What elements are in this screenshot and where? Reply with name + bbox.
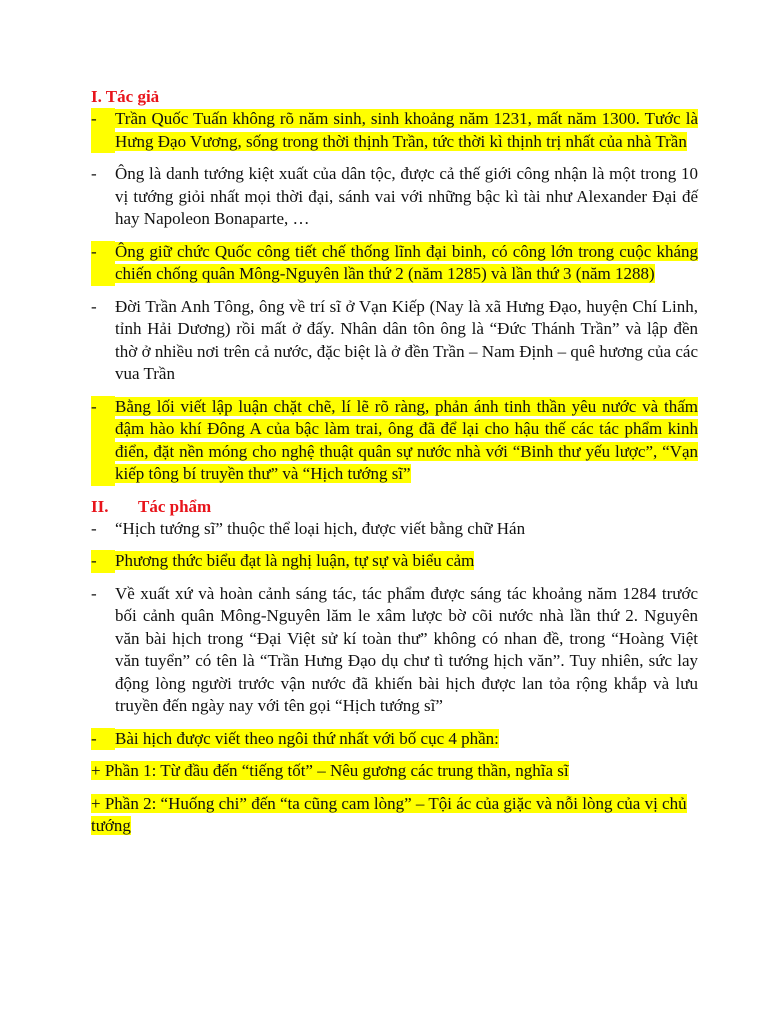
list-bullet: - bbox=[91, 396, 115, 486]
list-item bbox=[91, 518, 698, 541]
list-item bbox=[91, 550, 698, 573]
document-body bbox=[91, 86, 698, 848]
list-item bbox=[91, 163, 698, 231]
structure-part bbox=[91, 760, 698, 783]
list-bullet: - bbox=[91, 518, 97, 538]
list-bullet: - bbox=[91, 241, 115, 286]
list-item bbox=[91, 583, 698, 718]
list-item-text: Về xuất xứ và hoàn cảnh sáng tác, tác phẩm được sáng tác khoảng năm 1284 trước bối cảnh quân Mông-Nguyên lăm le xâm lược bờ cõi nước nhà lần thứ 2. Nguyên văn bài hịch trong “Đại Việt sử kí toàn thư” không có nhan đề, trong “Hoàng Việt văn tuyển” có tên là “Trần Hưng Đạo dụ chư tì tướng hịch văn”. Tuy nhiên, sức lay động lòng người trước vận nước đã khiến bài hịch được lan tỏa rộng khắp và lưu truyền đến ngày nay với tên gọi “Hịch tướng sĩ” bbox=[115, 583, 698, 715]
list-item bbox=[91, 396, 698, 486]
section-title: Tác phẩm bbox=[138, 496, 212, 516]
list-bullet: - bbox=[91, 108, 115, 153]
list-item-text: “Hịch tướng sĩ” thuộc thể loại hịch, được viết bằng chữ Hán bbox=[115, 518, 526, 538]
list-item-text: Ông giữ chức Quốc công tiết chế thống lĩnh đại binh, có công lớn trong cuộc kháng chiến chống quân Mông-Nguyên lần thứ 2 (năm 1285) và lần thứ 3 (năm 1288) bbox=[115, 241, 698, 283]
list-item-text: Phương thức biểu đạt là nghị luận, tự sự và biểu cảm bbox=[115, 551, 475, 570]
list-bullet: - bbox=[91, 164, 97, 183]
list-item-text: Bằng lối viết lập luận chặt chẽ, lí lẽ rõ ràng, phản ánh tinh thần yêu nước và thấm đậm hào khí Đông A của bậc làm trai, ông đã để lại cho hậu thế các tác phẩm kinh điển, đặt nền móng cho nghệ thuật quân sự nước nhà với “Binh thư yếu lược”, “Vạn kiếp tông bí truyền thư” và “Hịch tướng sĩ” bbox=[115, 396, 698, 483]
list-item-text: Bài hịch được viết theo ngôi thứ nhất với bố cục 4 phần: bbox=[115, 728, 499, 748]
structure-part-text: + Phần 1: Từ đầu đến “tiếng tốt” – Nêu gương các trung thần, nghĩa sĩ bbox=[91, 761, 569, 780]
section-number: II. bbox=[91, 496, 109, 516]
structure-part bbox=[91, 793, 698, 838]
list-bullet: - bbox=[91, 728, 115, 751]
list-bullet: - bbox=[91, 583, 97, 603]
list-bullet: - bbox=[91, 296, 97, 316]
list-item bbox=[91, 728, 698, 751]
list-bullet: - bbox=[91, 550, 115, 573]
list-item-text: Ông là danh tướng kiệt xuất của dân tộc, được cả thế giới công nhận là một trong 10 vị tướng giỏi nhất mọi thời đại, sánh vai với những bậc kì tài như Alexander Đại đế hay Napoleon Bonaparte, … bbox=[115, 164, 698, 228]
section-heading-author: I. Tác giả bbox=[91, 87, 160, 106]
structure-part-text: + Phần 2: “Huống chi” đến “ta cũng cam lòng” – Tội ác của giặc và nỗi lòng của vị chủ tướng bbox=[91, 793, 687, 835]
section-heading-work bbox=[91, 496, 698, 518]
list-item bbox=[91, 241, 698, 286]
list-item bbox=[91, 296, 698, 386]
list-item-text: Trần Quốc Tuấn không rõ năm sinh, sinh khoảng năm 1231, mất năm 1300. Tước là Hưng Đạo Vương, sống trong thời thịnh Trần, tức thời kì thịnh trị nhất của nhà Trần bbox=[115, 109, 698, 151]
list-item bbox=[91, 108, 698, 153]
list-item-text: Đời Trần Anh Tông, ông về trí sĩ ở Vạn Kiếp (Nay là xã Hưng Đạo, huyện Chí Linh, tỉnh Hải Dương) rồi mất ở đấy. Nhân dân tôn ông là “Đức Thánh Trần” và lập đền thờ ở nhiều nơi trên cả nước, đặc biệt là ở đền Trần – Nam Định – quê hương của các vua Trần bbox=[115, 296, 698, 383]
